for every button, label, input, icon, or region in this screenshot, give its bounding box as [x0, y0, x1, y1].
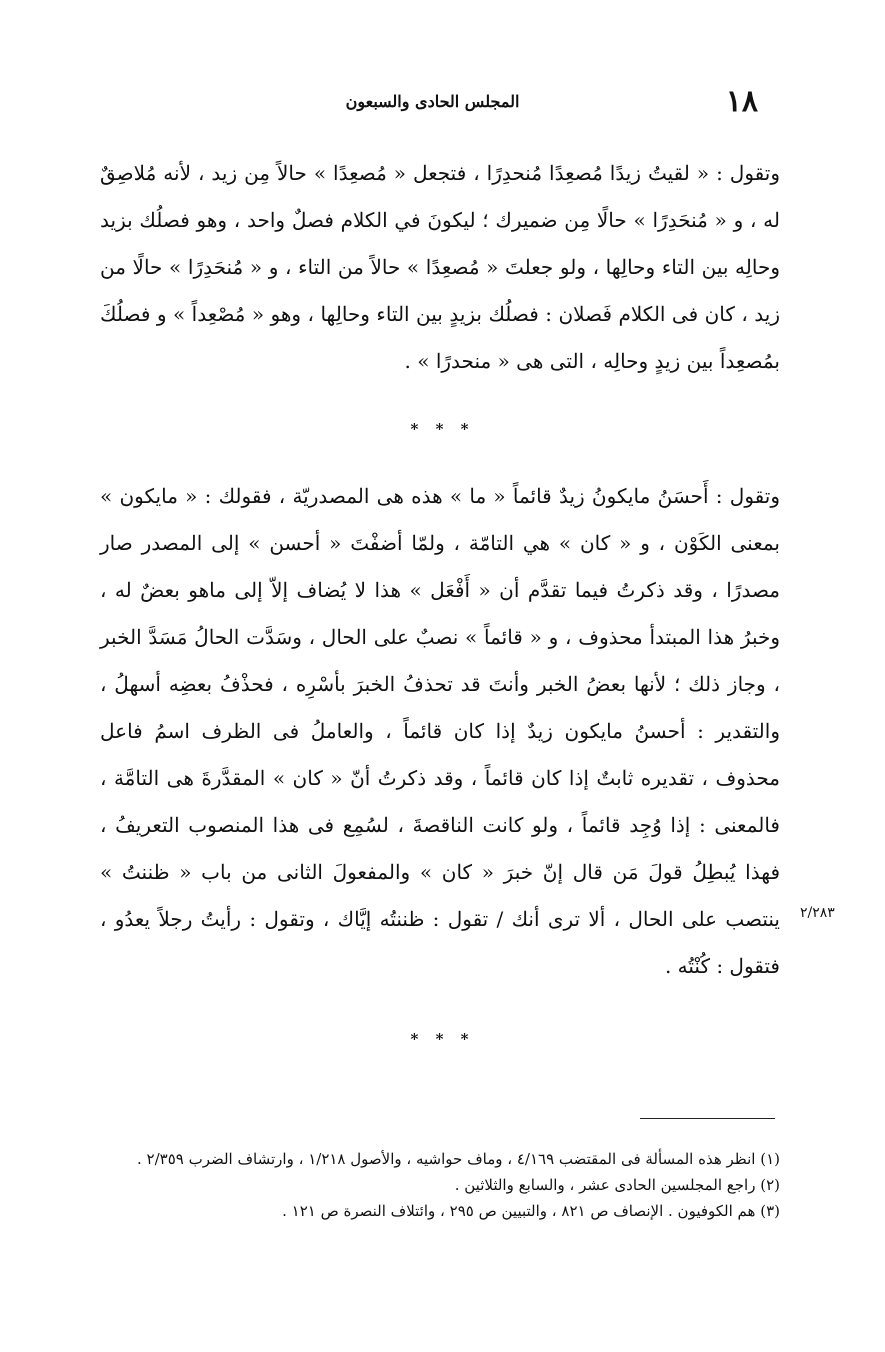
- page-header: [95, 80, 770, 120]
- section-separator-1: * * *: [410, 420, 475, 438]
- paragraph-1: وتقول : « لقيتُ زيدًا مُصعِدًا مُنحدِرًا ، فتجعل « مُصعِدًا » حالاً مِن زيد ، لأنه مُلاصِقٌ له ، و « مُنحَدِرًا » حالًا مِن ضميرك ؛ ليكونَ في الكلام فصلٌ واحد ، وهو فصلُك بزيد وحالِه بين التاء وحالِها ، ولو جعلتَ « مُصعِدًا » حالاً من التاء ، و « مُنحَدِرًا » حالًا من زيد ، كان فى الكلام فَصلان : فصلُك بزيدٍ بين التاء وحالِها ، وهو « مُصْعِداً » و فصلُكَ بمُصعِداً بين زيدٍ وحالِه ، التى هى « منحدرًا » .: [100, 161, 780, 373]
- footnotes: [100, 1146, 780, 1224]
- running-title: المجلس الحادى والسبعون: [345, 92, 520, 111]
- margin-reference: ٢/٢٨٣: [800, 905, 835, 921]
- footnote-3: (٣) هم الكوفيون . الإنصاف ص ٨٢١ ، والتبيين ص ٢٩٥ ، وائتلاف النصرة ص ١٢١ .: [282, 1202, 780, 1220]
- footnote-2: (٢) راجع المجلسين الحادى عشر ، والسابع والثلاثين .: [454, 1176, 780, 1194]
- page-number: ١٨: [725, 84, 758, 119]
- section-separator-2: * * *: [410, 1030, 475, 1048]
- footnote-divider: [640, 1118, 775, 1119]
- footnote-1: (١) انظر هذه المسألة فى المقتضب ٤/١٦٩ ، وماف حواشيه ، والأصول ١/٢١٨ ، وارتشاف الضرب ٢/٣٥٩ .: [136, 1150, 780, 1168]
- paragraph-2: وتقول : أَحسَنُ مايكونُ زيدٌ قائماً « ما » هذه هى المصدريّة ، فقولك : « مايكون » بمعنى الكَوْن ، و « كان » هي التامّة ، ولمّا أضفْتَ « أحسن » إلى المصدر صار مصدرًا ، وقد ذكرتُ فيما تقدَّم أن « أَفْعَل » هذا لا يُضاف إلاّ إلى ماهو بعضٌ له ، وخبرُ هذا المبتدأ محذوف ، و « قائماً » نصبٌ على الحال ، وسَدَّت الحالُ مَسَدَّ الخبر ، وجاز ذلك ؛ لأنها بعضُ الخبر وأنتَ قد تحذفُ الخبرَ بأسْرِه ، فحذْفُ بعضِه أسهلُ ، والتقدير : أحسنُ مايكون زيدٌ إذا كان قائماً ، والعاملُ فى الظرف اسمُ فاعل محذوف ، تقديره ثابتٌ إذا كان قائماً ، وقد ذكرتُ أنّ « كان » المقدَّرةَ هى التامَّة ، فالمعنى : إذا وُجِد قائماً ، ولو كانت الناقصةَ ، لسُمِع فى هذا المنصوب التعريفُ ، فهذا يُبطِلُ قولَ مَن قال إنّ خبرَ « كان » والمفعولَ الثانى من باب « ظننتُ » ينتصب على الحال ، ألا ترى أنك / تقول : ظننتُه إيَّاك ، وتقول : رأيتُ رجلاً يعدُو ، فتقول : كُنْتُه .: [100, 484, 781, 978]
